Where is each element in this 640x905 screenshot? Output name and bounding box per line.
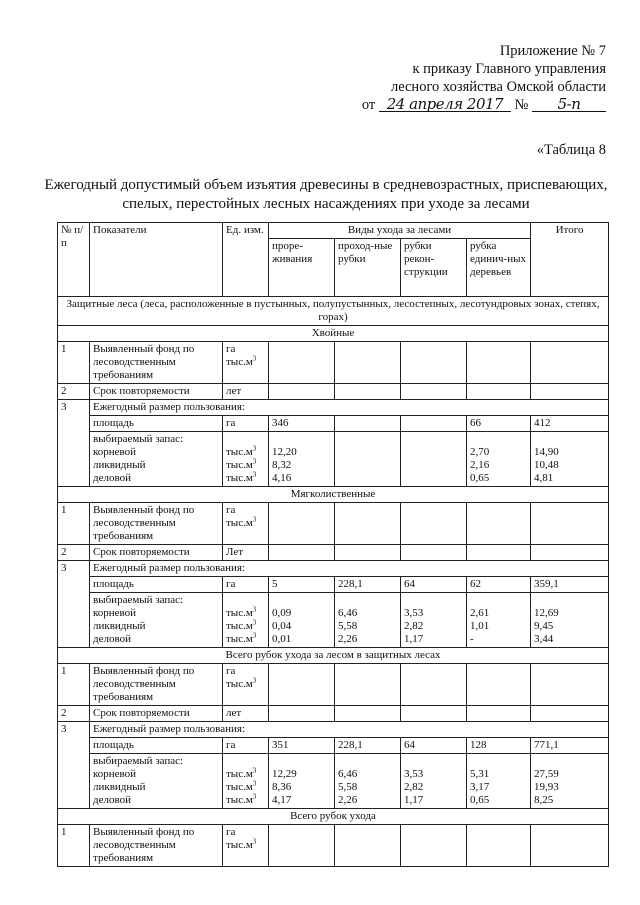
section-softwood: Мягколиственные — [58, 487, 609, 503]
table-row: выбираемый запас: корневой ликвидный деловой $тыс.м^3$ $тыс.м^3$ $тыс.м^3$ 12,20 8,32 4,16 2,70 2,16 0,65 14,90 10,48 4,81 — [58, 432, 609, 487]
authority-name: лесного хозяйства Омской области — [390, 79, 606, 95]
date-line: от 24 апреля 2017 № 5-п — [362, 96, 606, 114]
head-thinning: прорe-живания — [269, 239, 335, 297]
section-protective: Защитные леса (леса, расположенные в пустынных, полупустынных, лесостепных, лесотундровых зонах, степях, горах) — [58, 297, 609, 326]
section-row — [58, 297, 609, 326]
head-passage-cutting: проход-ные рубки — [335, 239, 401, 297]
document-title: Ежегодный допустимый объем изъятия древесины в средневозрастных, приспевающих, спелых, перестойных лесных насаждениях при уходе за лесами — [44, 177, 608, 212]
table-row: 2 Срок повторяемости лет — [58, 384, 609, 400]
table-row: выбираемый запас: корневой ликвидный деловой $тыс.м^3$ $тыс.м^3$ $тыс.м^3$ 0,09 0,04 0,01 6,46 5,58 2,26 3,53 2,82 1,17 2,61 1,01 - 12,69 9,45 3,44 — [58, 593, 609, 648]
table-row: выбираемый запас: корневой ликвидный деловой $тыс.м^3$ $тыс.м^3$ $тыс.м^3$ 12,29 8,36 4,17 6,46 5,58 2,26 3,53 2,82 1,17 5,31 3,17 0,65 27,59 19,93 8,25 — [58, 754, 609, 809]
head-total: Итого — [531, 223, 609, 297]
table-row: 2 Срок повторяемости Лет — [58, 545, 609, 561]
allowable-volume-table — [57, 222, 609, 867]
table-row: 3 Ежегодный размер пользования: — [58, 400, 609, 416]
fund-label: Выявленный фонд по лесоводственным требованиям — [90, 342, 223, 384]
section-total-protective: Всего рубок ухода за лесом в защитных лесах — [58, 648, 609, 664]
section-row — [58, 487, 609, 503]
head-care-types: Виды ухода за лесами — [269, 223, 531, 239]
head-indicators: Показатели — [90, 223, 223, 297]
table-row: 1 Выявленный фонд по лесоводственным требованиям га $тыс.м^3$ — [58, 342, 609, 384]
table-row: площадь га 346 66 412 — [58, 416, 609, 432]
table-label: «Таблица 8 — [536, 142, 606, 158]
section-row — [58, 648, 609, 664]
handwritten-number: 5-п — [532, 97, 606, 112]
table-row: 3 Ежегодный размер пользования: — [58, 561, 609, 577]
table-row: 1 Выявленный фонд по лесоводственным требованиям га $тыс.м^3$ — [58, 825, 609, 867]
order-reference: к приказу Главного управления — [412, 61, 606, 77]
table-head-row — [58, 223, 609, 239]
table-row: 2 Срок повторяемости лет — [58, 706, 609, 722]
section-row — [58, 326, 609, 342]
section-conifers: Хвойные — [58, 326, 609, 342]
handwritten-date: 24 апреля 2017 — [379, 97, 511, 112]
head-single-tree: рубка единич-ных деревьев — [467, 239, 531, 297]
table-row: 3 Ежегодный размер пользования: — [58, 722, 609, 738]
section-row — [58, 809, 609, 825]
table-row: 1 Выявленный фонд по лесоводственным требованиям га $тыс.м^3$ — [58, 664, 609, 706]
section-total-all: Всего рубок ухода — [58, 809, 609, 825]
table-row: площадь га 5 228,1 64 62 359,1 — [58, 577, 609, 593]
head-unit: Ед. изм. — [223, 223, 269, 297]
table-row: площадь га 351 228,1 64 128 771,1 — [58, 738, 609, 754]
document-header — [362, 42, 606, 114]
table-row: 1 Выявленный фонд по лесоводственным требованиям га $тыс.м^3$ — [58, 503, 609, 545]
appendix-number: Приложение № 7 — [499, 43, 606, 59]
head-num: № п/п — [58, 223, 90, 297]
head-reconstruction: рубки рекон-струкции — [401, 239, 467, 297]
